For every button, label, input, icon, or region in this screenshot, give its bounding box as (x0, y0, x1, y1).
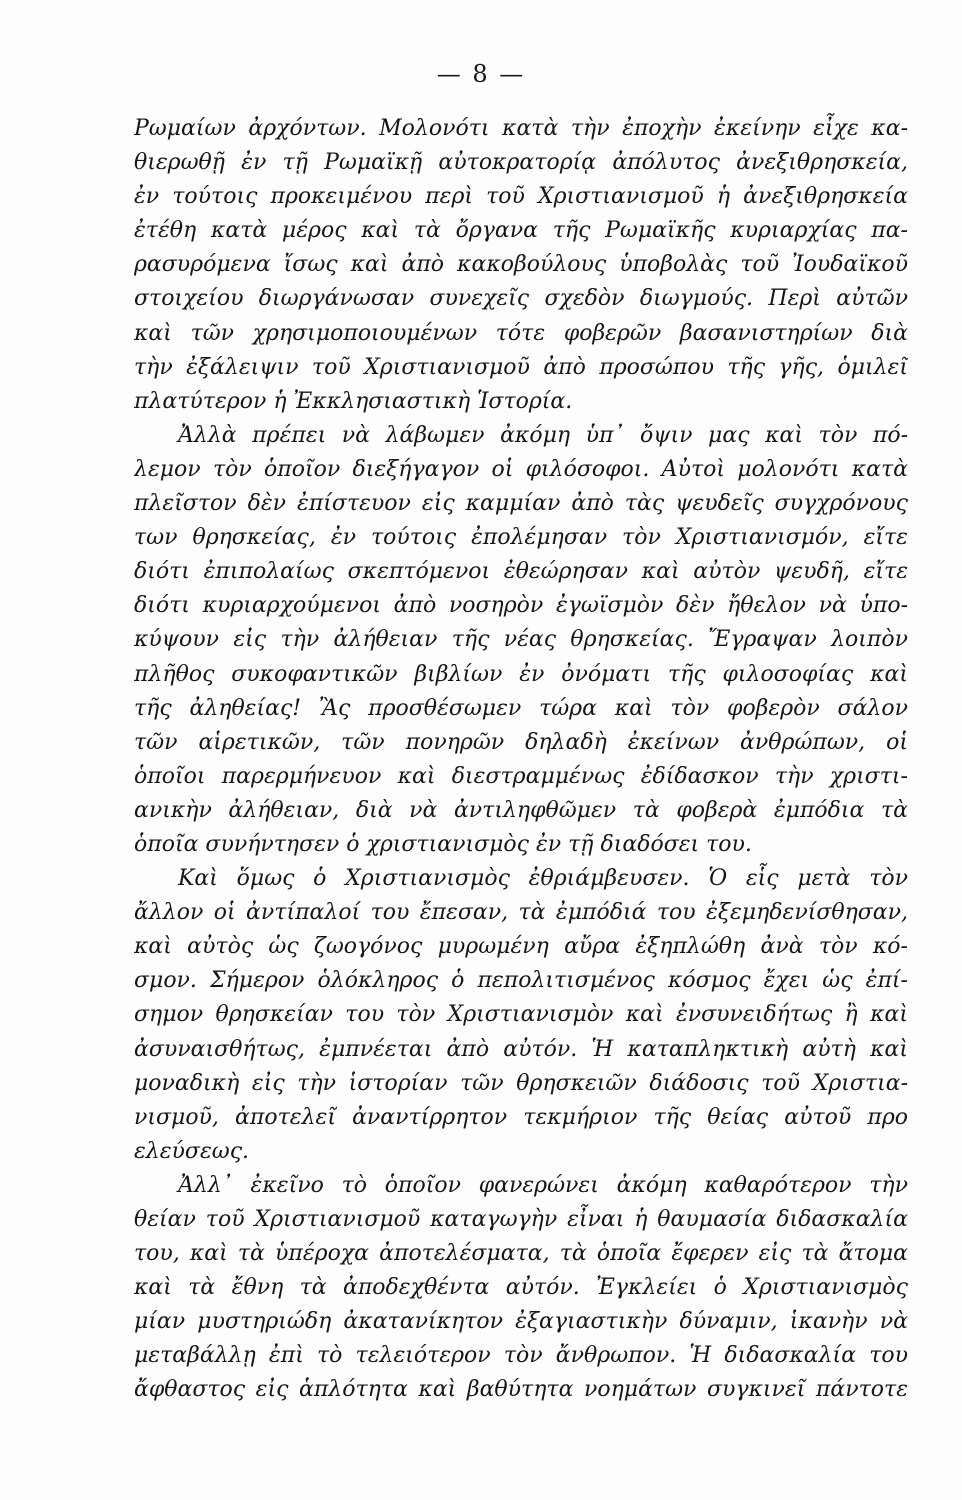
text-line: Ἀλλ᾿ ἐκεῖνο τὸ ὁποῖον φανερώνει ἀκόμη καθαρότερον τὴν (178, 1172, 908, 1198)
text-line: τῶν αἱρετικῶν, τῶν πονηρῶν δηλαδὴ ἐκείνων ἀνθρώπων, οἱ (134, 729, 908, 755)
text-line: ἀσυναισθήτως, ἐμπνέεται ἀπὸ αὐτόν. Ἡ καταπληκτικὴ αὐτὴ καὶ (134, 1036, 908, 1062)
text-line: θείαν τοῦ Χριστιανισμοῦ καταγωγὴν εἶναι ἡ θαυμασία διδασκαλία (134, 1207, 908, 1232)
text-line: καὶ τῶν χρησιμοποιουμένων τότε φοβερῶν βασανιστηρίων διὰ (134, 320, 908, 346)
text-line: ἄλλον οἱ ἀντίπαλοί του ἔπεσαν, τὰ ἐμπόδιά του ἐξεμηδενίσθησαν, (134, 900, 908, 926)
text-line: πλεῖστον δὲν ἐπίστευον εἰς καμμίαν ἀπὸ τὰς ψευδεῖς συγχρόνους (134, 491, 908, 517)
text-line: νισμοῦ, ἀποτελεῖ ἀναντίρρητον τεκμήριον τῆς θείας αὐτοῦ προ (134, 1104, 908, 1130)
text-line: τὴν ἐξάλειψιν τοῦ Χριστιανισμοῦ ἀπὸ προσώπου τῆς γῆς, ὁμιλεῖ (134, 354, 908, 380)
text-line: σμον. Σήμερον ὁλόκληρος ὁ πεπολιτισμένος κόσμος ἔχει ὡς ἐπί- (134, 968, 908, 994)
text-line: πλατύτερον ἡ Ἐκκλησιαστικὴ Ἱστορία. (134, 388, 573, 414)
text-line: λεμον τὸν ὁποῖον διεξήγαγον οἱ φιλόσοφοι. Αὐτοὶ μολονότι κατὰ (134, 456, 908, 482)
text-line: των θρησκείας, ἐν τούτοις ἐπολέμησαν τὸν Χριστιανισμόν, εἴτε (134, 525, 908, 551)
text-line: Ἀλλὰ πρέπει νὰ λάβωμεν ἀκόμη ὑπ᾿ ὄψιν μας καὶ τὸν πό- (178, 422, 908, 448)
body-text (134, 112, 908, 1408)
text-line: σημον θρησκείαν του τὸν Χριστιανισμὸν καὶ ἐνσυνειδήτως ἢ καὶ (134, 1002, 908, 1028)
text-line: καὶ αὐτὸς ὡς ζωογόνος μυρωμένη αὔρα ἐξηπλώθη ἀνὰ τὸν κό- (134, 934, 908, 960)
text-line: ὁποῖοι παρερμήνευον καὶ διεστραμμένως ἐδίδασκον τὴν χριστι- (134, 763, 908, 789)
text-line: ἄφθαστος εἰς ἁπλότητα καὶ βαθύτητα νοημάτων συγκινεῖ πάντοτε (134, 1377, 908, 1403)
text-line: μοναδικὴ εἰς τὴν ἱστορίαν τῶν θρησκειῶν διάδοσις τοῦ Χριστια- (134, 1070, 908, 1096)
text-line: διότι κυριαρχούμενοι ἀπὸ νοσηρὸν ἐγωϊσμὸν δὲν ἤθελον νὰ ὑπο- (134, 593, 908, 619)
text-line: Ρωμαίων ἀρχόντων. Μολονότι κατὰ τὴν ἐποχὴν ἐκείνην εἶχε κα- (134, 116, 908, 141)
text-line: ελεύσεως. (134, 1138, 250, 1164)
text-line: ρασυρόμενα ἴσως καὶ ἀπὸ κακοβούλους ὑποβολὰς τοῦ Ἰουδαϊκοῦ (134, 252, 908, 278)
text-line: ἐν τούτοις προκειμένου περὶ τοῦ Χριστιανισμοῦ ἡ ἀνεξιθρησκεία (134, 184, 908, 210)
text-line: κύψουν εἰς τὴν ἀλήθειαν τῆς νέας θρησκείας. Ἔγραψαν λοιπὸν (134, 627, 908, 653)
text-line: καὶ τὰ ἔθνη τὰ ἀποδεχθέντα αὐτόν. Ἐγκλείει ὁ Χριστιανισμὸς (134, 1275, 908, 1301)
text-line: του, καὶ τὰ ὑπέροχα ἀποτελέσματα, τὰ ὁποῖα ἔφερεν εἰς τὰ ἄτομα (134, 1241, 908, 1267)
page-number: — 8 — (436, 60, 526, 88)
text-line: μεταβάλλῃ ἐπὶ τὸ τελειότερον τὸν ἄνθρωπον. Ἡ διδασκαλία του (134, 1343, 908, 1369)
text-line: πλῆθος συκοφαντικῶν βιβλίων ἐν ὀνόματι τῆς φιλοσοφίας καὶ (134, 661, 908, 687)
text-line: στοιχείου διωργάνωσαν συνεχεῖς σχεδὸν διωγμούς. Περὶ αὐτῶν (134, 286, 908, 312)
text-line: ἐτέθη κατὰ μέρος καὶ τὰ ὄργανα τῆς Ρωμαϊκῆς κυριαρχίας πα- (134, 218, 908, 244)
text-line: Καὶ ὅμως ὁ Χριστιανισμὸς ἐθριάμβευσεν. Ὁ εἷς μετὰ τὸν (178, 866, 908, 892)
text-line: τῆς ἀληθείας! Ἂς προσθέσωμεν τώρα καὶ τὸν φοβερὸν σάλον (134, 695, 908, 721)
text-line: ανικὴν ἀλήθειαν, διὰ νὰ ἀντιληφθῶμεν τὰ φοβερὰ ἐμπόδια τὰ (134, 797, 908, 823)
text-line: μίαν μυστηριώδη ἀκατανίκητον ἐξαγιαστικὴν δύναμιν, ἱκανὴν νὰ (134, 1309, 908, 1335)
text-line: ὁποῖα συνήντησεν ὁ χριστιανισμὸς ἐν τῇ διαδόσει του. (134, 831, 752, 857)
text-line: θιερωθῇ ἐν τῇ Ρωμαϊκῇ αὐτοκρατορίᾳ ἀπόλυτος ἀνεξιθρησκεία, (134, 150, 908, 176)
text-line: διότι ἐπιπολαίως σκεπτόμενοι ἐθεώρησαν καὶ αὐτὸν ψευδῆ, εἴτε (134, 559, 908, 585)
